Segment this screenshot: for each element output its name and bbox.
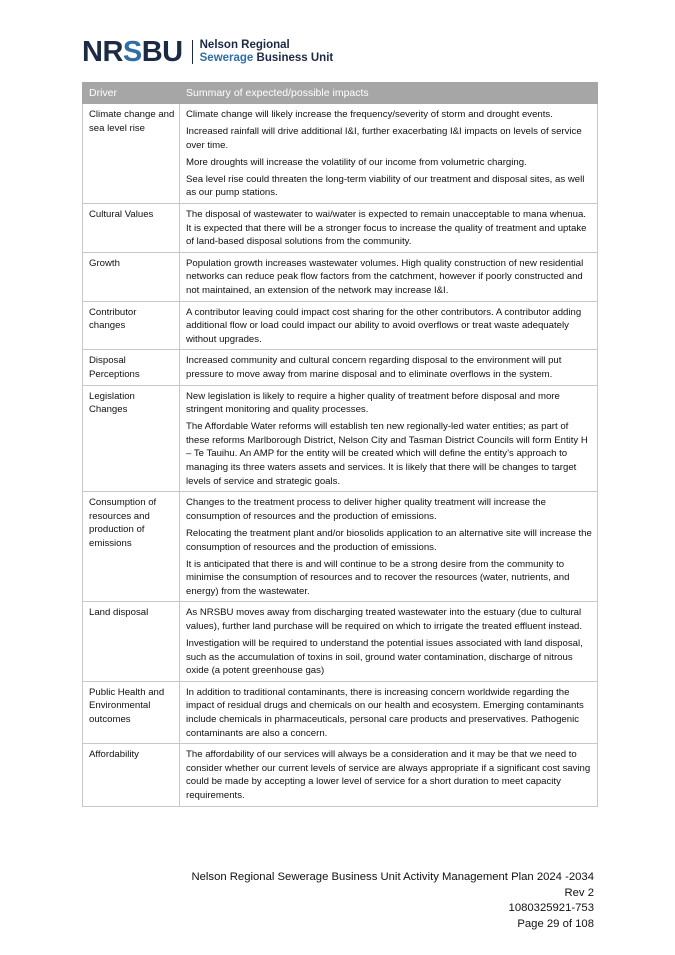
driver-cell: Consumption of resources and production of emissions xyxy=(83,492,180,602)
summary-paragraph: As NRSBU moves away from discharging treated wastewater into the estuary (due to cultural values), further land purchase will be required on which to irrigate the treated effluent instead. xyxy=(186,607,583,632)
summary-cell xyxy=(180,350,598,385)
driver-cell: Climate change and sea level rise xyxy=(83,104,180,204)
driver-cell: Legislation Changes xyxy=(83,385,180,492)
summary-paragraph: Investigation will be required to understand the potential issues associated with land disposal, such as the accumulation of toxins in soil, ground water contamination, discharge of nitrous oxide (a potent greenhouse gas) xyxy=(186,638,583,677)
table-body xyxy=(83,104,598,807)
summary-paragraph: The affordability of our services will always be a consideration and it may be that we need to consider whether our current levels of service are always appropriate if a significant cost saving could be made by accepting a lower level of service for a short duration to meet capacity requirements. xyxy=(186,749,591,802)
brand-line-2 xyxy=(200,52,334,65)
footer-title: Nelson Regional Sewerage Business Unit Activity Management Plan 2024 -2034 xyxy=(191,871,594,883)
driver-cell: Disposal Perceptions xyxy=(83,350,180,385)
table-row xyxy=(83,350,598,385)
summary-paragraph: New legislation is likely to require a higher quality of treatment before disposal and more stringent monitoring and quality processes. xyxy=(186,390,560,416)
driver-cell: Growth xyxy=(83,252,180,301)
driver-cell: Affordability xyxy=(83,744,180,806)
summary-paragraph: The Affordable Water reforms will establish ten new regionally-led water entities; as part of these reforms Marlborough District, Nelson City and Tasman District Councils will form Entity H – Te Tauihu. An AMP for the entity will be created which will define the entity’s approach to managing its three waters assets and services. It is likely that there will be changes to target levels of service and strategic goals. xyxy=(186,421,588,487)
brand-line-1: Nelson Regional xyxy=(199,39,290,51)
table-row xyxy=(83,385,598,492)
summary-paragraph: Population growth increases wastewater volumes. High quality construction of new residential networks can reduce peak flow factors from the catchment, however if poorly constructed and not maintained, an extension of the network may increase I&I. xyxy=(186,257,584,297)
table-row xyxy=(83,204,598,253)
page-footer xyxy=(191,870,594,932)
summary-paragraph: More droughts will increase the volatility of our income from volumetric charging. xyxy=(186,156,527,168)
summary-cell xyxy=(180,681,598,743)
logo-text-nr: NR xyxy=(82,36,123,68)
driver-cell: Contributor changes xyxy=(83,301,180,350)
summary-paragraph: Climate change will likely increase the frequency/severity of storm and drought events. xyxy=(186,109,553,120)
brand-line-2-highlight: Sewerage xyxy=(199,52,254,64)
summary-cell xyxy=(180,204,598,253)
table-row xyxy=(83,104,598,204)
nrsbu-logo xyxy=(82,38,183,66)
summary-paragraph: Increased community and cultural concern regarding disposal to the environment will put pressure to move away from marine disposal and to eliminate overflows in the system. xyxy=(186,355,562,380)
table-row xyxy=(83,744,598,806)
table-row xyxy=(83,301,598,350)
summary-cell xyxy=(180,301,598,350)
column-header-summary: Summary of expected/possible impacts xyxy=(180,83,598,104)
footer-page-number: Page 29 of 108 xyxy=(517,917,594,930)
table-row xyxy=(83,252,598,301)
summary-paragraph: Increased rainfall will drive additional I&I, further exacerbating I&I impacts on levels of service over time. xyxy=(186,126,582,151)
table-row xyxy=(83,602,598,681)
driver-cell: Land disposal xyxy=(83,602,180,681)
brand-line-2-rest: Business Unit xyxy=(256,52,334,64)
brand-name xyxy=(200,39,334,65)
drivers-impacts-table xyxy=(82,82,598,807)
logo-text-bu: BU xyxy=(141,36,183,68)
summary-paragraph: Changes to the treatment process to deliver higher quality treatment will increase the consumption of resources and the production of emissions. xyxy=(186,497,546,522)
driver-cell: Public Health and Environmental outcomes xyxy=(83,681,180,743)
summary-cell xyxy=(180,492,598,602)
summary-cell xyxy=(180,602,598,681)
logo-divider xyxy=(192,40,193,64)
summary-paragraph: A contributor leaving could impact cost sharing for the other contributors. A contributor adding additional flow or load could impact our ability to avoid overflows or treat waste adequately without upgrades. xyxy=(186,306,582,345)
table-row xyxy=(83,681,598,743)
column-header-driver: Driver xyxy=(83,83,180,104)
driver-cell: Cultural Values xyxy=(83,204,180,253)
summary-cell xyxy=(180,252,598,301)
footer-revision: Rev 2 xyxy=(564,886,594,899)
table-header-row xyxy=(83,83,598,104)
table-row xyxy=(83,492,598,602)
footer-doc-id: 1080325921-753 xyxy=(508,902,594,914)
summary-paragraph: Relocating the treatment plant and/or biosolids application to an alternative site will increase the consumption of resources and the production of emissions. xyxy=(186,527,592,553)
summary-cell xyxy=(180,385,598,492)
summary-cell xyxy=(180,744,598,806)
document-header xyxy=(82,38,333,66)
summary-paragraph: In addition to traditional contaminants, there is increasing concern worldwide regarding the impact of residual drugs and chemicals on our health and ecosystem. Emerging contaminants include chemicals in pharmaceuticals, personal care products and preservatives. Pathogenic contaminants are also a concern. xyxy=(186,686,584,739)
summary-paragraph: The disposal of wastewater to wai/water is expected to remain unacceptable to mana whenua. It is expected that there will be a stronger focus to increase the quality of treatment and uptake of land-based disposal solutions from the community. xyxy=(186,209,587,248)
summary-paragraph: Sea level rise could threaten the long-term viability of our treatment and disposal sites, as well as our pump stations. xyxy=(186,173,585,199)
summary-paragraph: It is anticipated that there is and will continue to be a strong desire from the community to minimise the consumption of resources and to recover the resources (water, nutrients, and energy) from the wastewater. xyxy=(186,558,570,597)
summary-cell xyxy=(180,104,598,204)
logo-text-s: S xyxy=(122,36,142,68)
